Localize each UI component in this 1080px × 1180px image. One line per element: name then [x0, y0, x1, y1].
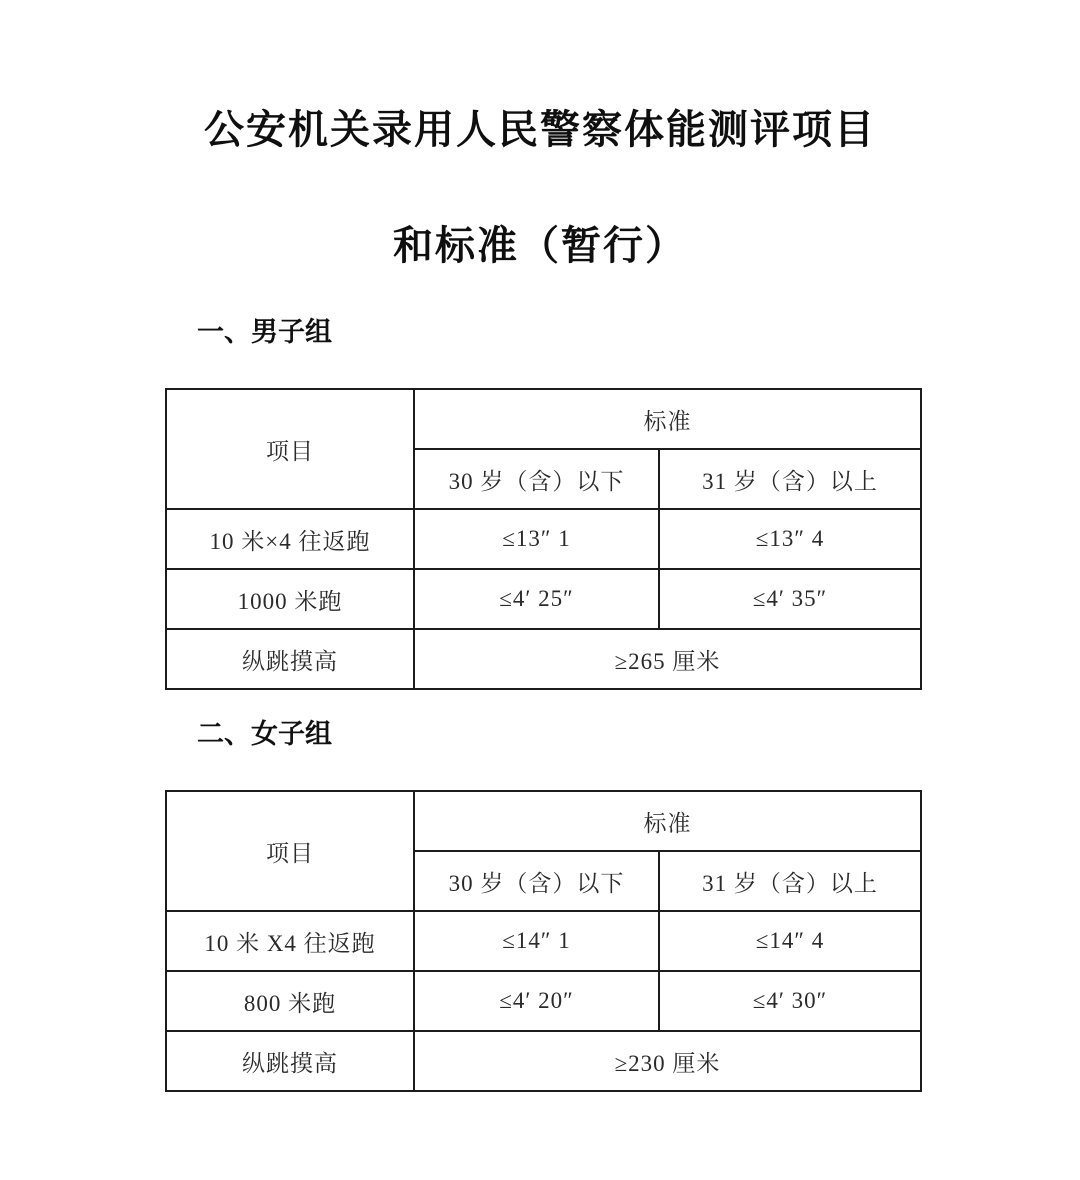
table-row [166, 509, 921, 569]
cell-standard-header: 标准 [414, 791, 921, 851]
cell-age-under-30: 30 岁（含）以下 [414, 449, 659, 509]
table-row [166, 569, 921, 629]
cell-value: ≤13″ 1 [414, 509, 659, 569]
section-heading-women: 二、女子组 [197, 719, 332, 749]
cell-value: ≤14″ 4 [659, 911, 921, 971]
cell-item-shuttle-run: 10 米×4 往返跑 [166, 509, 414, 569]
cell-value: ≤4′ 30″ [659, 971, 921, 1031]
table-row [166, 389, 921, 449]
cell-item-header: 项目 [166, 389, 414, 509]
table-row [166, 629, 921, 689]
table-row [166, 911, 921, 971]
men-standards-table [165, 388, 922, 690]
cell-age-over-31: 31 岁（含）以上 [659, 449, 921, 509]
cell-value: ≤4′ 20″ [414, 971, 659, 1031]
cell-value: ≤13″ 4 [659, 509, 921, 569]
cell-value-combined: ≥230 厘米 [414, 1031, 921, 1091]
cell-value: ≤4′ 35″ [659, 569, 921, 629]
cell-value: ≤4′ 25″ [414, 569, 659, 629]
cell-standard-header: 标准 [414, 389, 921, 449]
cell-age-over-31: 31 岁（含）以上 [659, 851, 921, 911]
cell-item-vertical-jump: 纵跳摸高 [166, 1031, 414, 1091]
cell-value: ≤14″ 1 [414, 911, 659, 971]
table-row [166, 791, 921, 851]
cell-item-distance-run: 1000 米跑 [166, 569, 414, 629]
women-standards-table [165, 790, 922, 1092]
table-row [166, 1031, 921, 1091]
section-heading-men: 一、男子组 [197, 317, 332, 347]
cell-age-under-30: 30 岁（含）以下 [414, 851, 659, 911]
table-row [166, 971, 921, 1031]
cell-item-vertical-jump: 纵跳摸高 [166, 629, 414, 689]
cell-item-shuttle-run: 10 米 X4 往返跑 [166, 911, 414, 971]
document-title-line-1: 公安机关录用人民警察体能测评项目 [204, 107, 876, 152]
cell-item-distance-run: 800 米跑 [166, 971, 414, 1031]
cell-item-header: 项目 [166, 791, 414, 911]
cell-value-combined: ≥265 厘米 [414, 629, 921, 689]
document-title-line-2: 和标准（暂行） [393, 223, 687, 268]
